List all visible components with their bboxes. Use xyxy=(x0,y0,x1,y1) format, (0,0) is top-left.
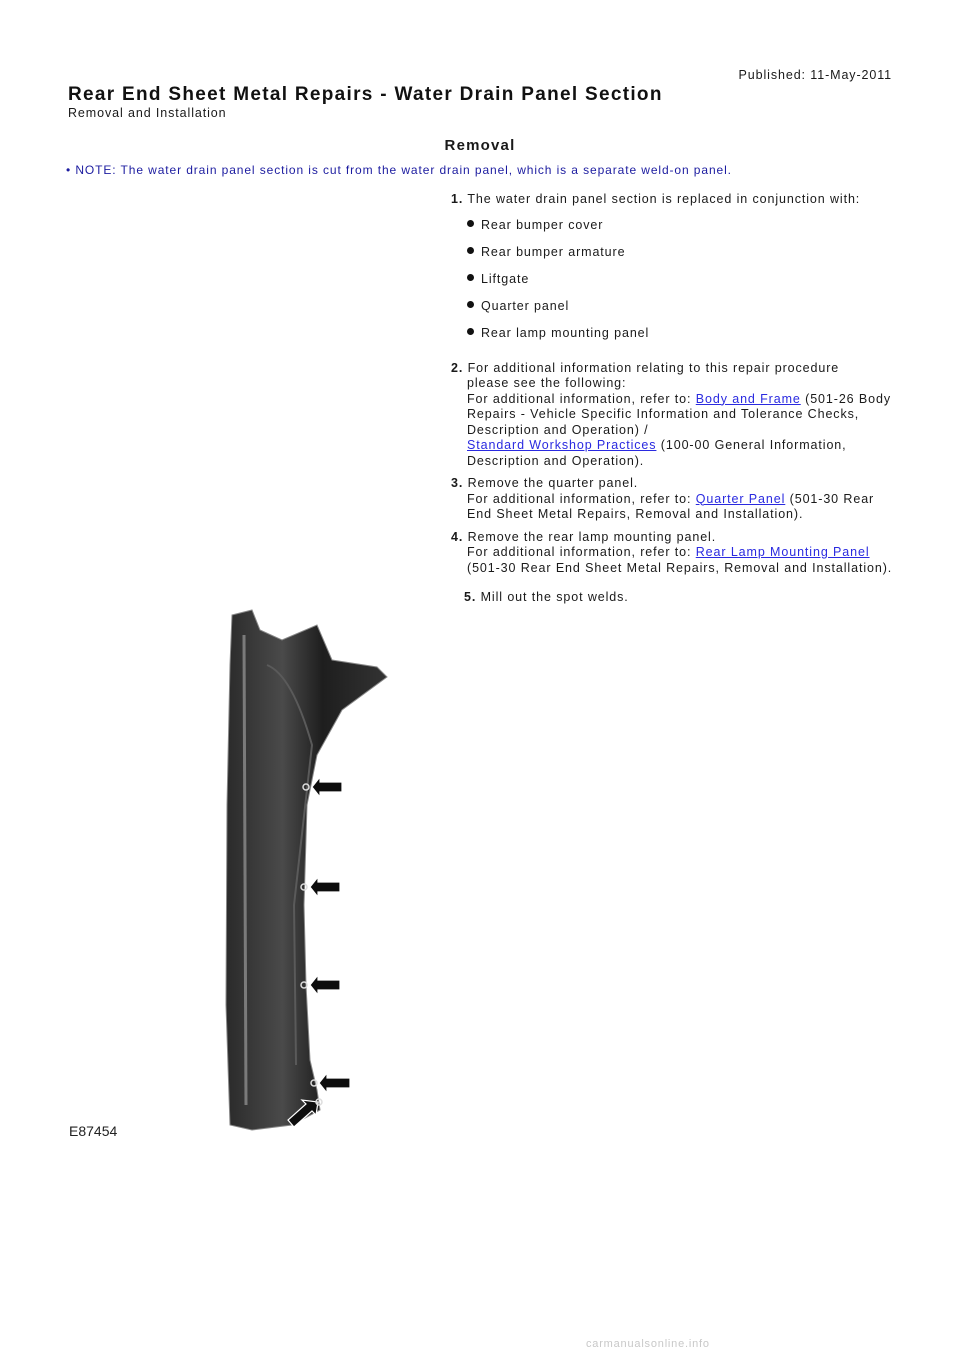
list-item: Liftgate xyxy=(467,272,901,299)
step-text: Mill out the spot welds. xyxy=(480,590,629,604)
ref-detail: (501-30 Rear End Sheet Metal Repairs, Removal and Installation). xyxy=(467,560,893,575)
link-quarter-panel[interactable]: Quarter Panel xyxy=(695,491,786,506)
step-text: Remove the rear lamp mounting panel. xyxy=(467,529,717,544)
note-text: • NOTE: The water drain panel section is cut from the water drain panel, which is a separate weld-on panel. xyxy=(66,163,732,177)
step-number: 5. xyxy=(464,590,477,604)
ref-detail: (501-26 Body Repairs - Vehicle Specific Information and Tolerance Checks, Description and Operation) / xyxy=(467,391,891,437)
arrow-icon xyxy=(312,777,342,797)
section-heading: Removal xyxy=(444,137,516,154)
panel-highlight xyxy=(244,635,246,1105)
published-date: Published: 11-May-2011 xyxy=(738,68,892,82)
step-text: please see the following: xyxy=(467,376,627,390)
ref-detail: (100-00 General Information, Description and Operation). xyxy=(467,438,847,468)
figure-id: E87454 xyxy=(69,1123,118,1139)
bullet-list xyxy=(451,218,901,353)
page-title: Rear End Sheet Metal Repairs - Water Drain Panel Section xyxy=(68,84,663,105)
procedure-steps xyxy=(451,192,901,583)
arrow-icon xyxy=(310,877,340,897)
water-drain-panel-illustration xyxy=(222,605,402,1140)
arrow-icon xyxy=(310,975,340,995)
step-text: For additional information relating to this repair procedure xyxy=(467,360,840,375)
page-subtitle: Removal and Installation xyxy=(68,106,227,120)
step-number: 4. xyxy=(451,529,464,544)
link-rear-lamp-mounting-panel[interactable]: Rear Lamp Mounting Panel xyxy=(695,545,870,559)
step-number: 2. xyxy=(451,360,464,375)
step-4 xyxy=(451,530,901,577)
link-standard-workshop-practices[interactable]: Standard Workshop Practices xyxy=(467,438,657,452)
list-item: Rear bumper cover xyxy=(467,218,901,245)
panel-body xyxy=(226,610,387,1130)
step-text-block xyxy=(451,376,901,469)
step-number: 1. xyxy=(451,192,464,206)
watermark: carmanualsonline.info xyxy=(586,1338,710,1350)
step-3 xyxy=(451,476,901,523)
ref-prefix: For additional information, refer to: xyxy=(467,391,696,406)
list-item: Rear lamp mounting panel xyxy=(467,326,901,353)
step-text: Remove the quarter panel. xyxy=(467,476,639,490)
link-body-and-frame[interactable]: Body and Frame xyxy=(695,391,801,406)
ref-detail: (501-30 Rear End Sheet Metal Repairs, Removal and Installation). xyxy=(467,491,875,521)
ref-prefix: For additional information, refer to: xyxy=(467,545,696,559)
step-text-block xyxy=(451,492,901,523)
step-1 xyxy=(451,192,901,353)
step-text: The water drain panel section is replaced in conjunction with: xyxy=(467,192,861,206)
ref-prefix: For additional information, refer to: xyxy=(467,491,696,506)
list-item: Rear bumper armature xyxy=(467,245,901,272)
list-item: Quarter panel xyxy=(467,299,901,326)
step-5 xyxy=(464,590,629,604)
step-number: 3. xyxy=(451,476,464,490)
step-text-block xyxy=(451,545,901,576)
arrow-icon xyxy=(319,1073,350,1093)
step-2 xyxy=(451,361,901,470)
